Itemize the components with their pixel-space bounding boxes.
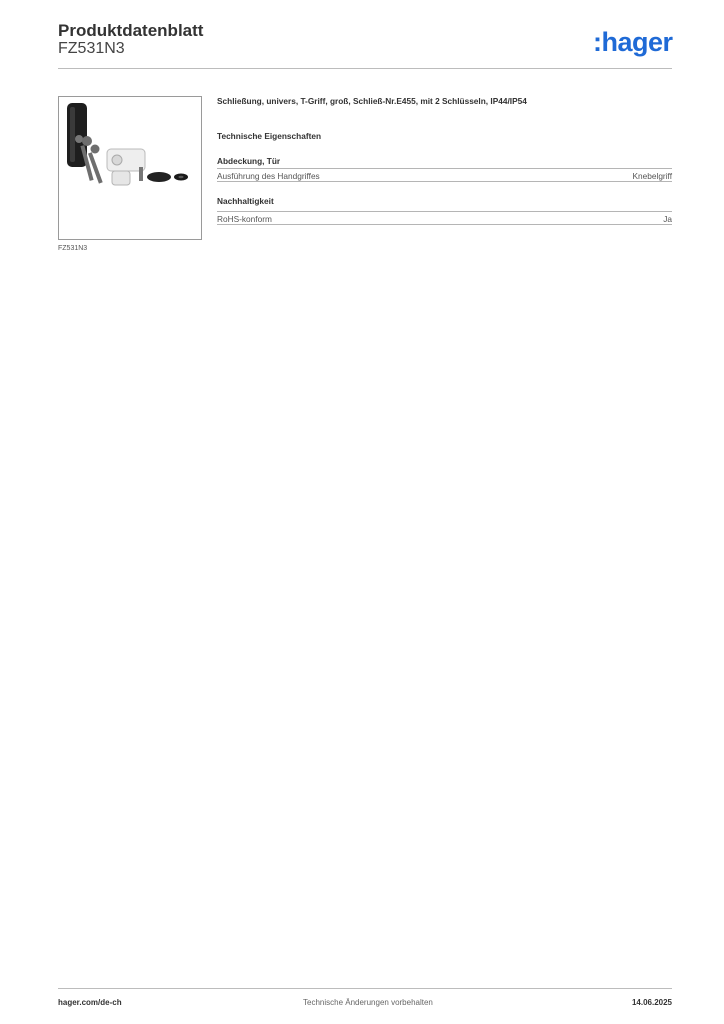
footer-divider	[58, 988, 672, 989]
footer-disclaimer: Technische Änderungen vorbehalten	[303, 998, 433, 1007]
image-caption: FZ531N3	[58, 245, 88, 252]
lock-product-illustration	[59, 97, 201, 239]
page-title: Produktdatenblatt	[58, 21, 204, 40]
spec-group-title: Nachhaltigkeit	[217, 196, 274, 206]
spec-value: Knebelgriff	[632, 170, 672, 181]
spec-group-title: Abdeckung, Tür	[217, 156, 281, 166]
product-description: Schließung, univers, T-Griff, groß, Schließ-Nr.E455, mit 2 Schlüsseln, IP44/IP54	[217, 96, 527, 106]
specs-section-title: Technische Eigenschaften	[217, 131, 322, 141]
product-image	[58, 96, 202, 240]
footer-date: 14.06.2025	[631, 998, 672, 1007]
spec-row	[217, 211, 672, 225]
footer-website-link[interactable]: hager.com/de-ch	[58, 998, 122, 1007]
spec-value: Ja	[663, 213, 672, 224]
header-divider	[58, 68, 672, 69]
spec-row	[217, 168, 672, 182]
hager-logo: :hager	[593, 27, 673, 57]
product-code: FZ531N3	[58, 40, 125, 57]
spec-label: RoHS-konform	[217, 213, 272, 224]
spec-label: Ausführung des Handgriffes	[217, 170, 320, 181]
